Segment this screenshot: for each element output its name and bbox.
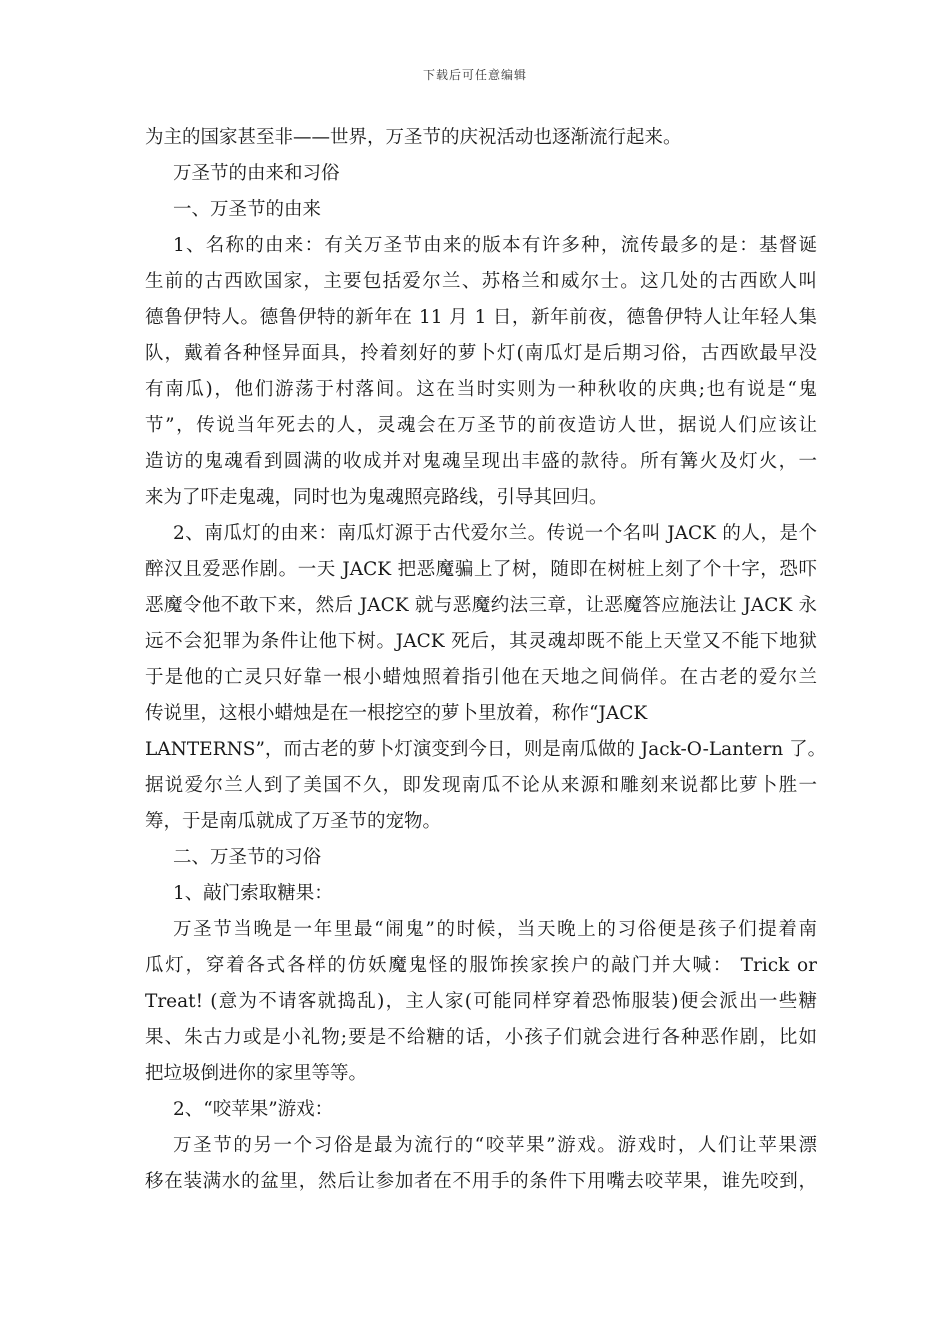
text-line: 传说里，这根小蜡烛是在一根挖空的萝卜里放着，称作“JACK [145,703,648,724]
page-header: 下载后可任意编辑 [422,68,527,82]
text-line: 移在装满水的盆里，然后让参加者在不用手的条件下用嘴去咬苹果，谁先咬到， [145,1171,817,1192]
text-line: 远不会犯罪为条件让他下树。JACK 死后，其灵魂却既不能上天堂又不能下地狱 [145,631,817,652]
text-line: 1、名称的由来：有关万圣节由来的版本有许多种，流传最多的是：基督诞 [173,235,817,256]
text-line: 为主的国家甚至非——世界，万圣节的庆祝活动也逐渐流行起来。 [145,127,682,148]
text-line: 果、朱古力或是小礼物;要是不给糖的话，小孩子们就会进行各种恶作剧，比如 [145,1027,817,1048]
text-line: 队，戴着各种怪异面具，拎着刻好的萝卜灯(南瓜灯是后期习俗，古西欧最早没 [145,343,817,364]
text-line: LANTERNS”，而古老的萝卜灯演变到今日，则是南瓜做的 Jack-O-Lantern 了。 [145,739,827,760]
text-line: 瓜灯，穿着各式各样的仿妖魔鬼怪的服饰挨家挨户的敲门并大喊： Trick or [145,955,817,976]
text-line: 二、万圣节的习俗 [173,847,322,868]
text-line: 恶魔令他不敢下来，然后 JACK 就与恶魔约法三章，让恶魔答应施法让 JACK 永 [145,595,817,616]
text-line: 2、南瓜灯的由来：南瓜灯源于古代爱尔兰。传说一个名叫 JACK 的人，是个 [173,523,817,544]
text-line: 醉汉且爱恶作剧。一天 JACK 把恶魔骗上了树，随即在树桩上刻了个十字，恐吓 [145,559,817,580]
text-line: 一、万圣节的由来 [173,199,322,220]
text-line: 德鲁伊特人。德鲁伊特的新年在 11 月 1 日，新年前夜，德鲁伊特人让年轻人集 [145,307,817,328]
document-body [145,120,827,1200]
text-line: 节”，传说当年死去的人，灵魂会在万圣节的前夜造访人世，据说人们应该让 [145,415,817,436]
text-line: 万圣节的由来和习俗 [173,163,340,184]
text-line: Treat! (意为不请客就捣乱)，主人家(可能同样穿着恐怖服装)便会派出一些糖 [145,991,817,1012]
text-line: 2、“咬苹果”游戏： [173,1099,334,1120]
text-line: 据说爱尔兰人到了美国不久，即发现南瓜不论从来源和雕刻来说都比萝卜胜一 [145,775,817,796]
text-line: 造访的鬼魂看到圆满的收成并对鬼魂呈现出丰盛的款待。所有篝火及灯火，一 [145,451,817,472]
text-line: 生前的古西欧国家，主要包括爱尔兰、苏格兰和威尔士。这几处的古西欧人叫 [145,271,817,292]
text-line: 有南瓜)，他们游荡于村落间。这在当时实则为一种秋收的庆典;也有说是“鬼 [145,379,817,400]
text-line: 万圣节的另一个习俗是最为流行的“咬苹果”游戏。游戏时，人们让苹果漂 [173,1135,817,1156]
text-line: 来为了吓走鬼魂，同时也为鬼魂照亮路线，引导其回归。 [145,487,608,508]
text-line: 筹，于是南瓜就成了万圣节的宠物。 [145,811,442,832]
text-line: 万圣节当晚是一年里最“闹鬼”的时候，当天晚上的习俗便是孩子们提着南 [173,919,817,940]
text-line: 1、敲门索取糖果： [173,883,333,904]
text-line: 于是他的亡灵只好靠一根小蜡烛照着指引他在天地之间倘佯。在古老的爱尔兰 [145,667,817,688]
text-line: 把垃圾倒进你的家里等等。 [145,1063,368,1084]
